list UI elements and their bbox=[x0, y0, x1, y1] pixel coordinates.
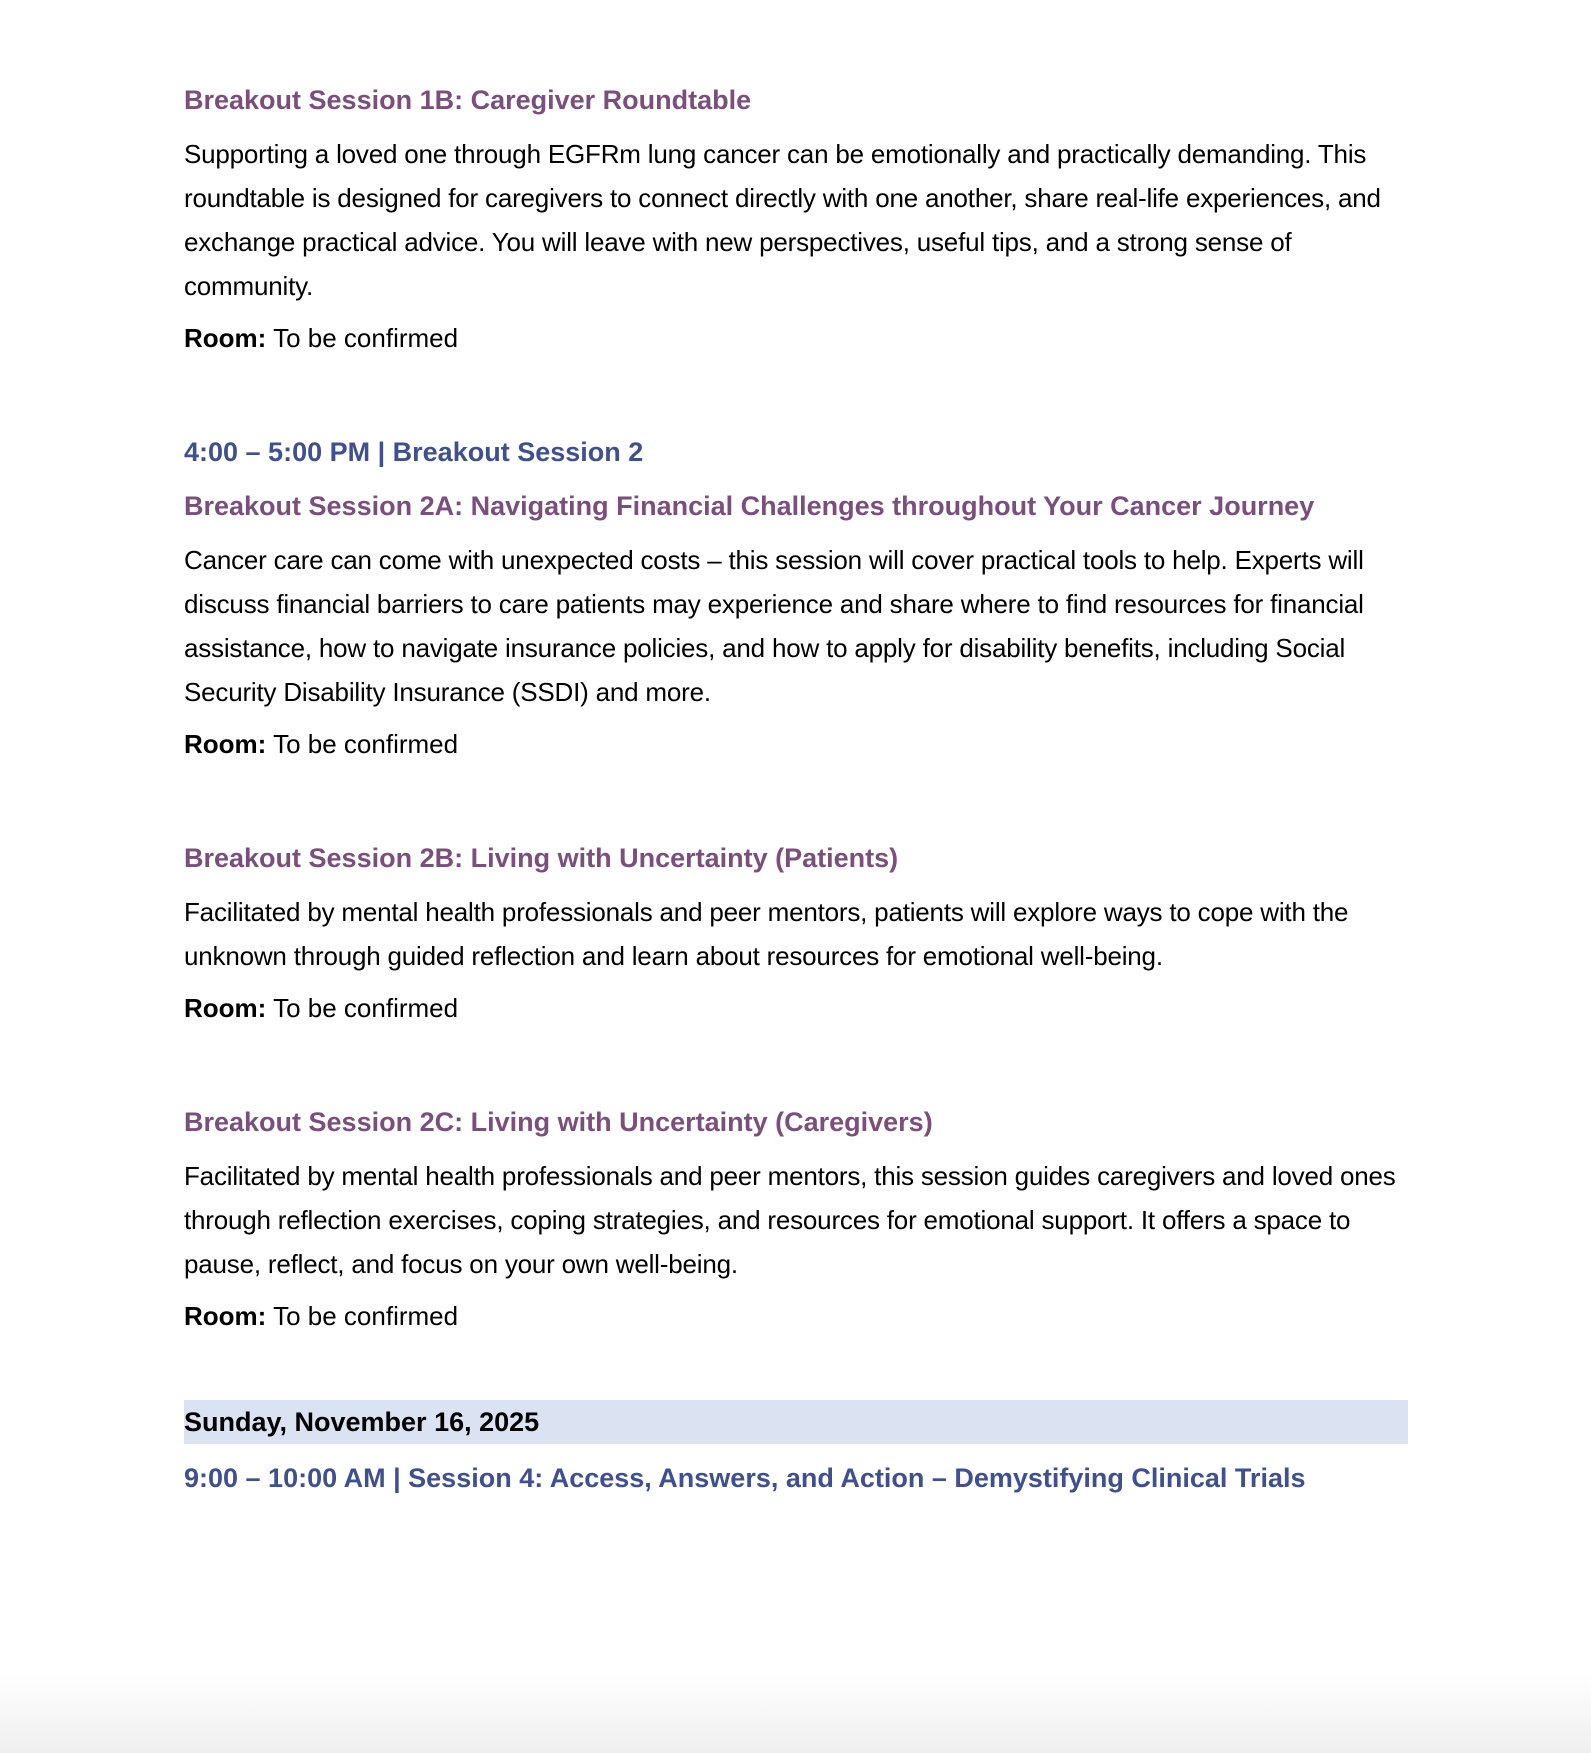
session-2a-room bbox=[184, 724, 1408, 764]
session-1b-title: Breakout Session 1B: Caregiver Roundtable bbox=[184, 85, 752, 115]
session-1b-room bbox=[184, 318, 1408, 358]
room-label: Room: bbox=[184, 1301, 267, 1331]
session-2c-room bbox=[184, 1296, 1408, 1336]
agenda-content bbox=[184, 80, 1408, 1498]
day-heading: Sunday, November 16, 2025 bbox=[184, 1400, 1408, 1444]
room-value: To be confirmed bbox=[273, 323, 459, 353]
room-label: Room: bbox=[184, 729, 267, 759]
page-bottom-shadow bbox=[0, 1673, 1591, 1753]
session-2b-title: Breakout Session 2B: Living with Uncertainty (Patients) bbox=[184, 843, 899, 873]
room-value: To be confirmed bbox=[273, 993, 459, 1023]
session-2b-room bbox=[184, 988, 1408, 1028]
session-4-time-heading: 9:00 – 10:00 AM | Session 4: Access, Answers, and Action – Demystifying Clinical Trials bbox=[184, 1463, 1306, 1493]
session-1b-description: Supporting a loved one through EGFRm lung cancer can be emotionally and practically demanding. This roundtable is designed for caregivers to connect directly with one another, share real-life experiences, and exchange practical advice. You will leave with new perspectives, useful tips, and a strong sense of community. bbox=[184, 139, 1381, 301]
session-2a-description: Cancer care can come with unexpected costs – this session will cover practical tools to help. Experts will discuss financial barriers to care patients may experience and share where to find resources for financial assistance, how to navigate insurance policies, and how to apply for disability benefits, including Social Security Disability Insurance (SSDI) and more. bbox=[184, 545, 1364, 707]
room-label: Room: bbox=[184, 993, 267, 1023]
session-2b-description: Facilitated by mental health professionals and peer mentors, patients will explore ways to cope with the unknown through guided reflection and learn about resources for emotional well-being. bbox=[184, 897, 1349, 971]
session-2a-title: Breakout Session 2A: Navigating Financial Challenges throughout Your Cancer Journey bbox=[184, 491, 1315, 521]
room-value: To be confirmed bbox=[273, 1301, 459, 1331]
session-2c-title: Breakout Session 2C: Living with Uncertainty (Caregivers) bbox=[184, 1107, 933, 1137]
room-label: Room: bbox=[184, 323, 267, 353]
breakout-2-time-heading: 4:00 – 5:00 PM | Breakout Session 2 bbox=[184, 437, 644, 467]
session-2c-description: Facilitated by mental health professionals and peer mentors, this session guides caregivers and loved ones through reflection exercises, coping strategies, and resources for emotional support. It offers a space to pause, reflect, and focus on your own well-being. bbox=[184, 1161, 1396, 1279]
room-value: To be confirmed bbox=[273, 729, 459, 759]
